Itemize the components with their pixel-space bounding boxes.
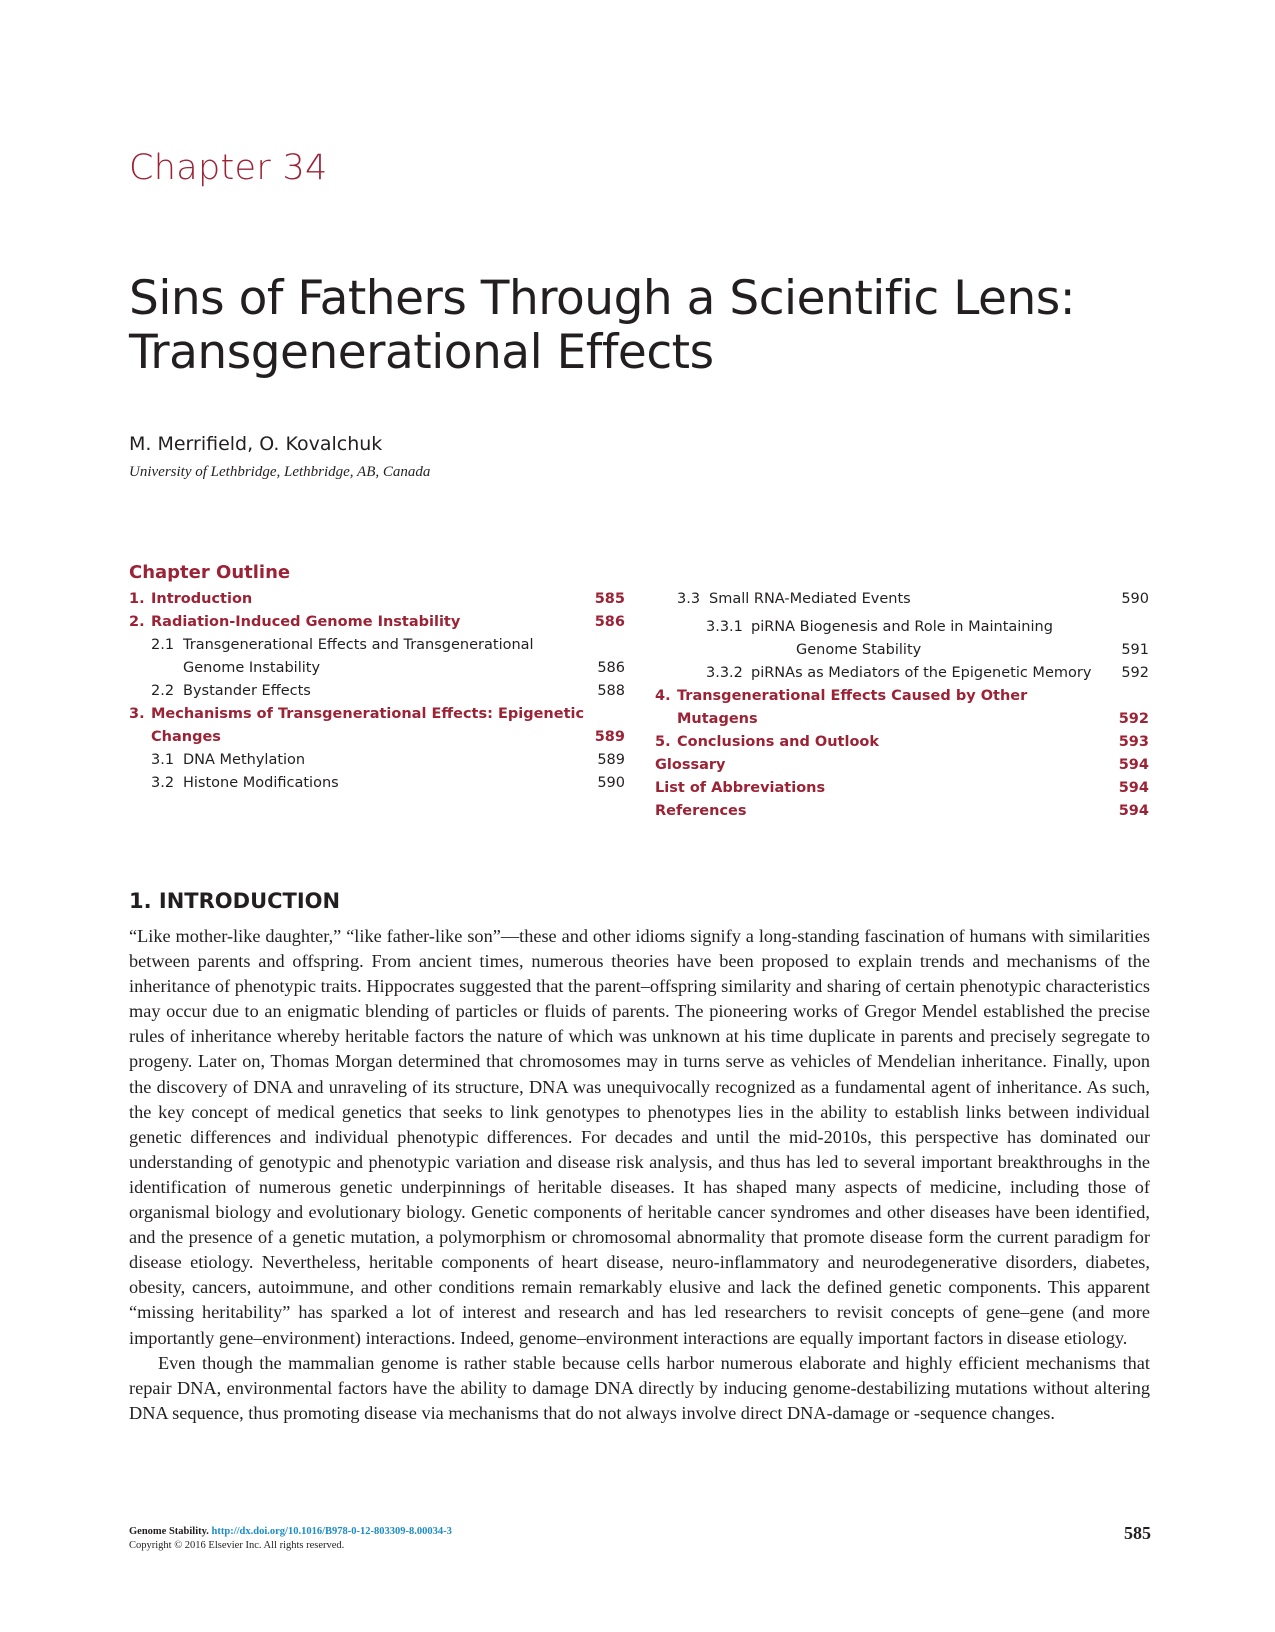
toc-title: piRNAs as Mediators of the Epigenetic Memory: [751, 665, 1092, 681]
affiliation: University of Lethbridge, Lethbridge, AB, Canada: [129, 464, 431, 480]
toc-page: 594: [1118, 757, 1149, 773]
section-heading: 1. INTRODUCTION: [129, 889, 341, 913]
toc-title: Transgenerational Effects and Transgenerational: [183, 637, 534, 653]
chapter-label: Chapter 34: [129, 148, 328, 188]
toc-number: 3.3.1: [706, 619, 743, 635]
toc-page: 592: [1121, 665, 1149, 681]
toc-entry[interactable]: [655, 754, 1149, 777]
title-line-1: Sins of Fathers Through a Scientific Lens:: [129, 271, 1076, 326]
body-text: [129, 924, 1150, 1426]
toc-number: 3.3: [677, 591, 701, 607]
paragraph: Even though the mammalian genome is rather stable because cells harbor numerous elaborate and highly efficient mechanisms that repair DNA, environmental factors have the ability to damage DNA directly by inducing genome-destabilizing mutations without altering DNA sequence, thus promoting disease via mechanisms that do not always involve direct DNA-damage or -sequence changes.: [129, 1352, 1150, 1423]
toc-entry[interactable]: [655, 662, 1149, 685]
toc-title: Mechanisms of Transgenerational Effects: Epigenetic: [151, 706, 585, 722]
toc-entry[interactable]: [129, 680, 625, 703]
toc-entry[interactable]: [655, 588, 1149, 611]
authors: M. Merrifield, O. Kovalchuk: [129, 433, 383, 455]
toc-title: Glossary: [655, 757, 726, 773]
toc-title: Radiation-Induced Genome Instability: [151, 614, 461, 630]
footer: [129, 1525, 452, 1553]
toc-number: 4.: [655, 688, 671, 704]
toc-page: 585: [594, 591, 625, 607]
toc-number: 3.2: [151, 775, 175, 791]
page-number: 585: [1124, 1523, 1151, 1543]
doi-link[interactable]: http://dx.doi.org/10.1016/B978-0-12-803309-8.00034-3: [211, 1526, 452, 1537]
toc-page: 586: [597, 660, 625, 676]
toc-title: References: [655, 803, 747, 819]
outline-left-column: [129, 588, 625, 795]
toc-page: 586: [594, 614, 625, 630]
toc-entry[interactable]: [129, 749, 625, 772]
toc-title: Bystander Effects: [183, 683, 311, 699]
title-line-2: Transgenerational Effects: [129, 325, 714, 380]
toc-page: 590: [597, 775, 625, 791]
toc-page: 593: [1118, 734, 1149, 750]
toc-title: Conclusions and Outlook: [677, 734, 880, 750]
toc-entry[interactable]: [129, 703, 625, 749]
toc-number: 2.: [129, 614, 145, 630]
toc-page: 592: [1118, 711, 1149, 727]
toc-title-cont: Genome Stability: [796, 642, 922, 658]
toc-entry[interactable]: [655, 731, 1149, 754]
toc-page: 589: [597, 752, 625, 768]
toc-title: Transgenerational Effects Caused by Other Mutagens: [677, 688, 1028, 727]
outline-right-column: [655, 588, 1149, 823]
toc-title-cont: Genome Instability: [183, 660, 321, 676]
toc-entry[interactable]: [655, 616, 1149, 662]
toc-page: 594: [1118, 803, 1149, 819]
toc-number: 3.: [129, 706, 145, 722]
toc-entry[interactable]: [655, 777, 1149, 800]
toc-title: Introduction: [151, 591, 253, 607]
toc-title: List of Abbreviations: [655, 780, 826, 796]
toc-page: 589: [594, 729, 625, 745]
toc-title: piRNA Biogenesis and Role in Maintaining: [751, 619, 1053, 635]
toc-page: 591: [1121, 642, 1149, 658]
toc-entry[interactable]: [129, 611, 625, 634]
toc-page: 590: [1121, 591, 1149, 607]
toc-number: 2.2: [151, 683, 175, 699]
toc-title: DNA Methylation: [183, 752, 306, 768]
toc-title: Small RNA-Mediated Events: [709, 591, 911, 607]
toc-number: 3.3.2: [706, 665, 743, 681]
toc-number: 2.1: [151, 637, 175, 653]
toc-entry[interactable]: [129, 772, 625, 795]
toc-number: 5.: [655, 734, 671, 750]
journal-name: Genome Stability.: [129, 1526, 209, 1537]
toc-page: 588: [597, 683, 625, 699]
toc-entry[interactable]: [129, 634, 625, 680]
outline-heading: Chapter Outline: [129, 562, 291, 583]
toc-title-cont: Changes: [151, 729, 221, 745]
toc-number: 3.1: [151, 752, 175, 768]
toc-number: 1.: [129, 591, 145, 607]
toc-entry[interactable]: [655, 685, 1149, 731]
toc-entry[interactable]: [655, 800, 1149, 823]
copyright: Copyright © 2016 Elsevier Inc. All rights reserved.: [129, 1540, 345, 1551]
paragraph: “Like mother-like daughter,” “like father-like son”—these and other idioms signify a long-standing fascination of humans with similarities between parents and offspring. From ancient times, numerous theories have been proposed to explain trends and mechanisms of the inheritance of phenotypic traits. Hippocrates suggested that the parent–offspring similarity and sharing of certain phenotypic characteristics may occur due to an enigmatic blending of particles or fluids of parents. The pioneering works of Gregor Mendel established the precise rules of inheritance whereby heritable factors the nature of which was unknown at his time duplicate in parents and precisely segregate to progeny. Later on, Thomas Morgan determined that chromosomes may in turns serve as vehicles of Mendelian inheritance. Finally, upon the discovery of DNA and unraveling of its structure, DNA was unequivocally recognized as a fundamental agent of inheritance. As such, the key concept of medical genetics that seeks to link genotypes to phenotypes lies in the ability to establish links between individual genetic differences and individual phenotypic differences. For decades and until the mid-2010s, this perspective has dominated our understanding of genotypic and phenotypic variation and disease risk analysis, and thus has led to several important breakthroughs in the identification of numerous genetic underpinnings of heritable diseases. It has shaped many aspects of medicine, including those of organismal biology and evolutionary biology. Genetic components of heritable cancer syndromes and other diseases have been identified, and the presence of a genetic mutation, a polymorphism or chromosomal abnormality that promote disease form the current paradigm for disease etiology. Nevertheless, heritable components of heart disease, neuro-inflammatory and neurodegenerative disorders, diabetes, obesity, cancers, autoimmune, and other conditions remain remarkably elusive and lack the defined genetic components. This apparent “missing heritability” has sparked a lot of interest and research and has led researchers to revisit concepts of gene–gene (and more importantly gene–environment) interactions. Indeed, genome–environment interactions are equally important factors in disease etiology.: [129, 926, 1150, 1348]
toc-title: Histone Modifications: [183, 775, 339, 791]
toc-page: 594: [1118, 780, 1149, 796]
chapter-title: [129, 272, 1169, 380]
toc-entry[interactable]: [129, 588, 625, 611]
